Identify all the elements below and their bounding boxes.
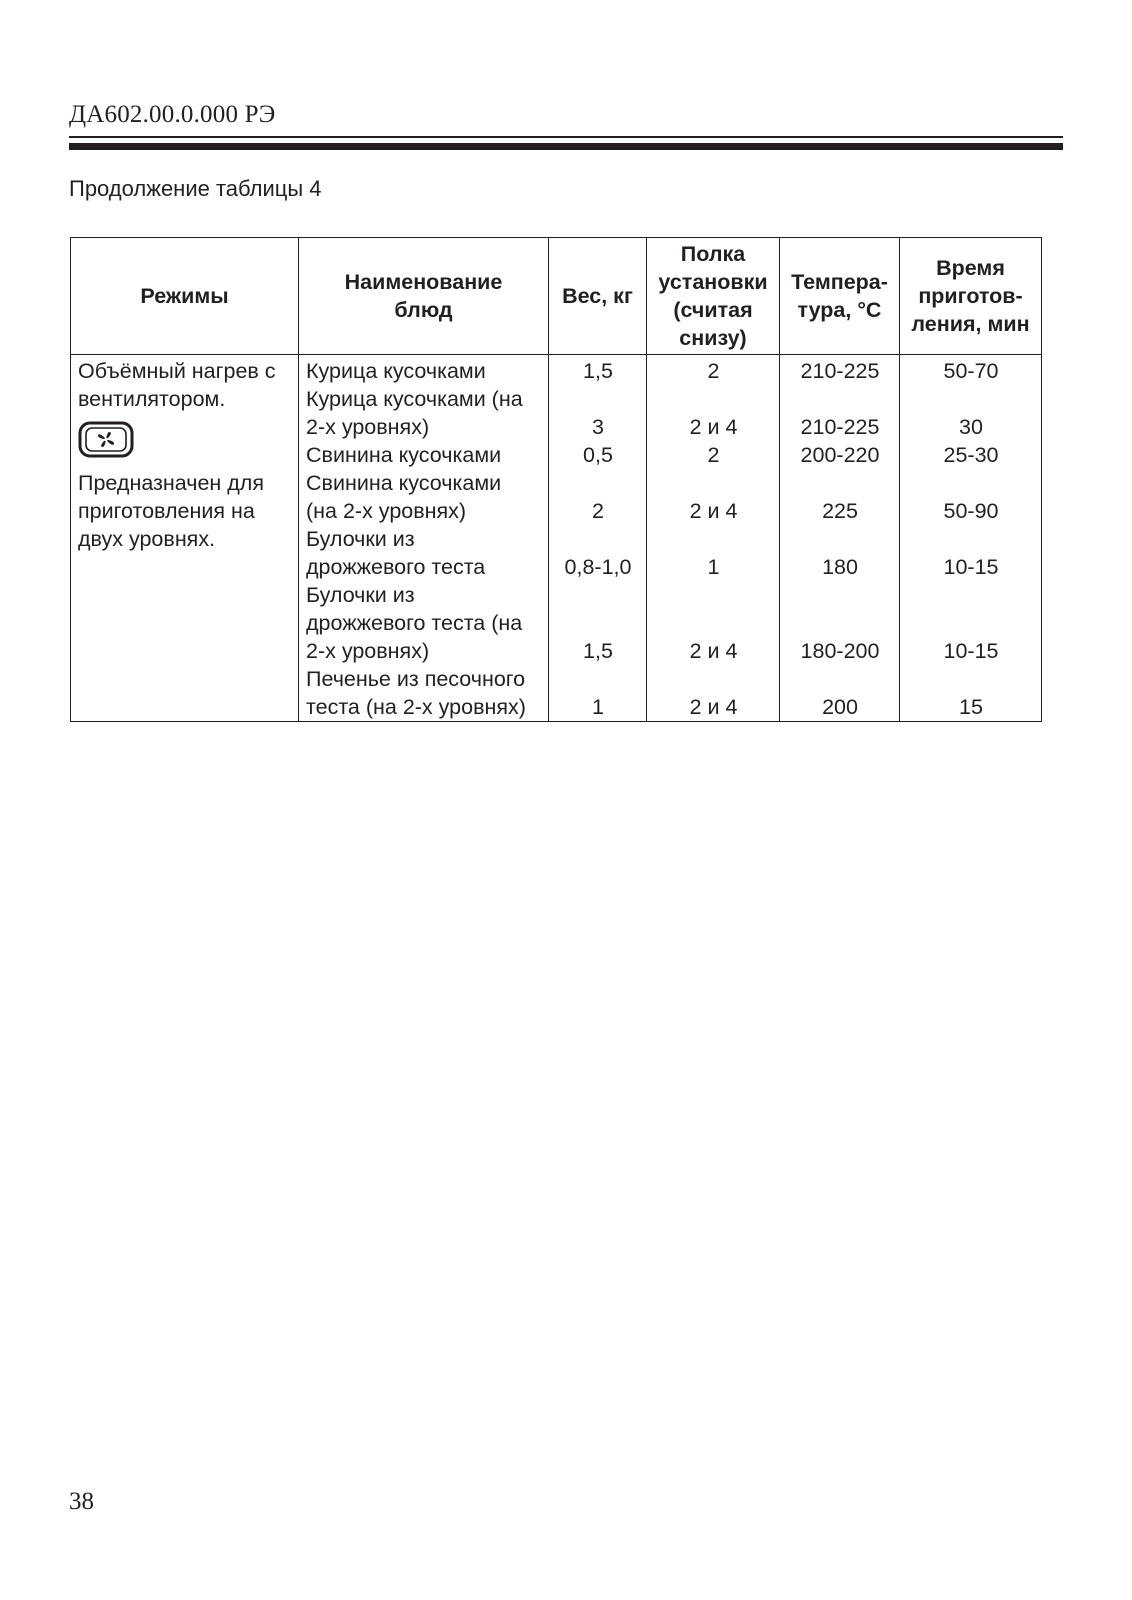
dish-line: 2-х уровнях) xyxy=(306,639,430,663)
dish-line: (на 2-х уровнях) xyxy=(306,499,467,523)
temperature-line xyxy=(787,525,893,553)
weight-line xyxy=(556,385,640,413)
time-line: 30 xyxy=(959,415,983,439)
dish-line: Печенье из песочного xyxy=(306,667,526,691)
temperature-line: 210-225 xyxy=(800,359,880,383)
shelf-line xyxy=(654,609,773,637)
shelf-line: 2 и 4 xyxy=(689,639,738,663)
weight-line xyxy=(556,665,640,693)
time-line: 15 xyxy=(959,695,983,719)
dish-line: Курица кусочками xyxy=(306,359,486,383)
dish-line: Свинина кусочками xyxy=(306,443,502,467)
temperature-line xyxy=(787,469,893,497)
header-dish xyxy=(299,238,549,355)
mode-description-line: двух уровнях. xyxy=(78,527,216,551)
shelf-line: 1 xyxy=(707,555,720,579)
header-shelf-line: снизу) xyxy=(679,326,747,350)
header-temperature-line: тура, °С xyxy=(797,298,882,322)
temperature-line: 180 xyxy=(822,555,858,579)
temperature-line xyxy=(787,609,893,637)
shelf-line: 2 и 4 xyxy=(689,695,738,719)
dish-line: Свинина кусочками xyxy=(306,471,502,495)
header-dish-line: блюд xyxy=(394,298,453,322)
temperature-line xyxy=(787,385,893,413)
document-code: ДА602.00.0.000 РЭ xyxy=(69,101,276,128)
time-line: 10-15 xyxy=(943,555,999,579)
mode-description-line: Предназначен для xyxy=(78,471,264,495)
weight-line xyxy=(556,469,640,497)
shelf-cell xyxy=(647,355,780,722)
time-cell xyxy=(900,355,1042,722)
shelf-line: 2 и 4 xyxy=(689,499,738,523)
mode-description-line: приготовления на xyxy=(78,499,255,523)
mode-title-line: Объёмный нагрев с xyxy=(78,359,276,383)
temperature-line: 200-220 xyxy=(800,443,880,467)
header-temperature-line: Темпера- xyxy=(791,270,888,294)
time-line xyxy=(907,665,1035,693)
header-shelf xyxy=(647,238,780,355)
shelf-line: 2 xyxy=(707,443,720,467)
dish-line: дрожжевого теста (на xyxy=(306,611,523,635)
dish-line: 2-х уровнях) xyxy=(306,415,430,439)
dish-cell xyxy=(299,355,549,722)
header-time xyxy=(900,238,1042,355)
weight-line xyxy=(556,609,640,637)
fan-icon xyxy=(78,421,134,458)
time-line xyxy=(907,581,1035,609)
time-line: 25-30 xyxy=(943,443,999,467)
weight-line: 1 xyxy=(592,695,604,719)
weight-line: 0,8-1,0 xyxy=(564,555,632,579)
weight-line: 1,5 xyxy=(583,359,613,383)
time-line: 10-15 xyxy=(943,639,999,663)
time-line xyxy=(907,609,1035,637)
temperature-line xyxy=(787,665,893,693)
weight-line: 1,5 xyxy=(583,639,613,663)
header-temperature xyxy=(780,238,900,355)
weight-line: 3 xyxy=(592,415,604,439)
shelf-line xyxy=(654,581,773,609)
table-row xyxy=(71,355,1042,722)
weight-line: 0,5 xyxy=(583,443,613,467)
time-line: 50-90 xyxy=(943,499,999,523)
time-line: 50-70 xyxy=(943,359,999,383)
dish-line: Булочки из xyxy=(306,527,415,551)
temperature-line: 225 xyxy=(822,499,858,523)
page-number: 38 xyxy=(69,1488,94,1515)
temperature-line xyxy=(787,581,893,609)
header-shelf-line: Полка xyxy=(680,242,746,266)
dish-line: Булочки из xyxy=(306,583,415,607)
shelf-line xyxy=(654,385,773,413)
header-shelf-line: (считая xyxy=(673,298,753,322)
table-caption: Продолжение таблицы 4 xyxy=(69,176,322,201)
time-line xyxy=(907,525,1035,553)
table-header-row xyxy=(71,238,1042,355)
weight-line xyxy=(556,525,640,553)
shelf-line xyxy=(654,665,773,693)
weight-cell xyxy=(549,355,647,722)
dish-line: дрожжевого теста xyxy=(306,555,486,579)
dish-line: теста (на 2-х уровнях) xyxy=(306,695,526,719)
mode-cell xyxy=(71,355,299,722)
time-line xyxy=(907,469,1035,497)
mode-title-line: вентилятором. xyxy=(78,387,226,411)
header-weight: Вес, кг xyxy=(549,238,647,355)
shelf-line xyxy=(654,525,773,553)
header-rule-thin xyxy=(69,136,1063,138)
temperature-line: 180-200 xyxy=(800,639,880,663)
header-shelf-line: установки xyxy=(658,270,768,294)
temperature-line: 200 xyxy=(822,695,858,719)
shelf-line xyxy=(654,469,773,497)
time-line xyxy=(907,385,1035,413)
dish-line: Курица кусочками (на xyxy=(306,387,523,411)
weight-line xyxy=(556,581,640,609)
header-time-line: приготов- xyxy=(918,284,1023,308)
temperature-cell xyxy=(780,355,900,722)
header-mode: Режимы xyxy=(71,238,299,355)
shelf-line: 2 xyxy=(707,359,720,383)
shelf-line: 2 и 4 xyxy=(689,415,738,439)
weight-line: 2 xyxy=(592,499,604,523)
header-time-line: ления, мин xyxy=(911,312,1030,336)
header-time-line: Время xyxy=(936,256,1005,280)
header-dish-line: Наименование xyxy=(344,270,503,294)
header-rule-thick xyxy=(69,143,1063,150)
cooking-table xyxy=(70,237,1042,722)
temperature-line: 210-225 xyxy=(800,415,880,439)
